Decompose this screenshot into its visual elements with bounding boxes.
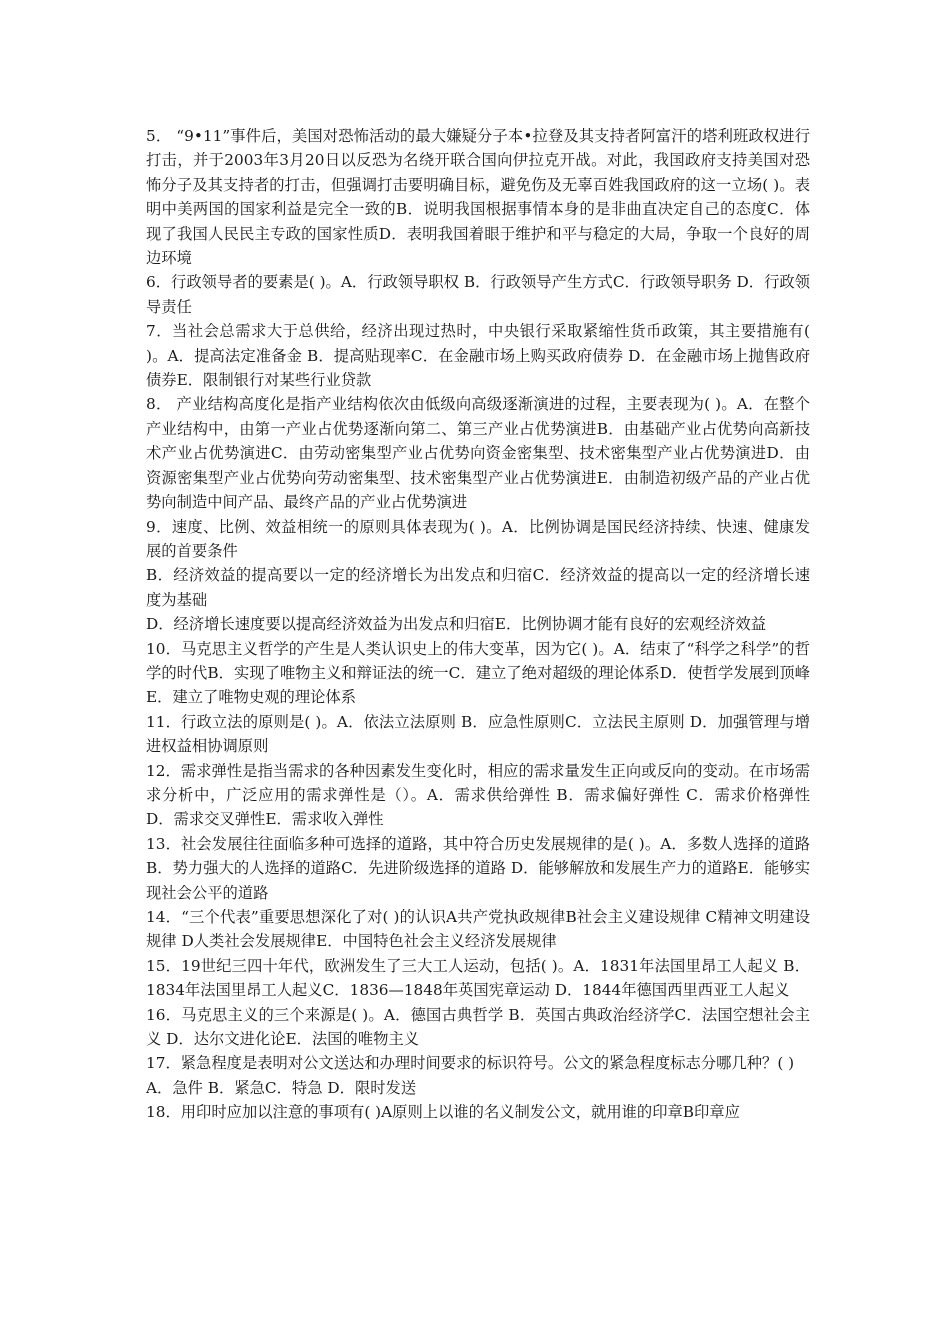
question-17-options: A．急件 B．紧急C．特急 D．限时发送	[146, 1078, 417, 1097]
question-7: 7．当社会总需求大于总供给，经济出现过热时，中央银行采取紧缩性货币政策，其主要措施有( )。A．提高法定准备金 B．提高贴现率C．在金融市场上购买政府债券 D．在金融市场上抛售政府债券E．限制银行对某些行业贷款	[146, 322, 810, 390]
question-9-options-d-e: D．经济增长速度要以提高经济效益为出发点和归宿E．比例协调才能有良好的宏观经济效益	[146, 615, 767, 634]
question-8: 8． 产业结构高度化是指产业结构依次由低级向高级逐渐演进的过程，主要表现为( )。A．在整个产业结构中，由第一产业占优势逐渐向第二、第三产业占优势演进B．由基础产业占优势向高新技术产业占优势演进C．由劳动密集型产业占优势向资金密集型、技术密集型产业占优势演进D．由资源密集型产业占优势向劳动密集型、技术密集型产业占优势演进E．由制造初级产品的产业占优势向制造中间产品、最终产品的产业占优势演进	[146, 395, 810, 512]
question-14: 14．“三个代表”重要思想深化了对( )的认识A共产党执政规律B社会主义建设规律 C精神文明建设规律 D人类社会发展规律E．中国特色社会主义经济发展规律	[146, 908, 810, 951]
question-13: 13．社会发展往往面临多种可选择的道路，其中符合历史发展规律的是( )。A．多数人选择的道路 B．势力强大的人选择的道路C．先进阶级选择的道路 D．能够解放和发展生产力的道路E．能够实现社会公平的道路	[146, 834, 810, 902]
question-12: 12．需求弹性是指当需求的各种因素发生变化时，相应的需求量发生正向或反向的变动。在市场需求分析中，广泛应用的需求弹性是（）。A．需求供给弹性 B．需求偏好弹性 C．需求价格弹性 D．需求交叉弹性E．需求收入弹性	[146, 761, 810, 829]
question-16: 16．马克思主义的三个来源是( )。A．德国古典哲学 B．英国古典政治经济学C．法国空想社会主义 D．达尔文进化论E．法国的唯物主义	[146, 1005, 810, 1049]
question-9: 9．速度、比例、效益相统一的原则具体表现为( )。A．比例协调是国民经济持续、快速、健康发展的首要条件	[146, 517, 810, 560]
question-5: 5． “9•11”事件后，美国对恐怖活动的最大嫌疑分子本•拉登及其支持者阿富汗的塔利班政权进行打击，并于2003年3月20日以反恐为名绕开联合国向伊拉克开战。对此，我国政府支持美国对恐怖分子及其支持者的打击，但强调打击要明确目标，避免伤及无辜百姓我国政府的这一立场( )。表明中美两国的国家利益是完全一致的B．说明我国根据事情本身的是非曲直决定自己的态度C．体现了我国人民民主专政的国家性质D．表明我国着眼于维护和平与稳定的大局，争取一个良好的周边环境	[146, 127, 810, 268]
question-6: 6．行政领导者的要素是( )。A．行政领导职权 B．行政领导产生方式C．行政领导职务 D．行政领导责任	[146, 273, 810, 316]
question-15: 15．19世纪三四十年代，欧洲发生了三大工人运动，包括( )。A．1831年法国里昂工人起义 B．1834年法国里昂工人起义C．1836—1848年英国宪章运动 D．1844年德国西里西亚工人起义	[146, 956, 810, 1000]
question-10: 10．马克思主义哲学的产生是人类认识史上的伟大变革，因为它( )。A．结束了“科学之科学”的哲学的时代B．实现了唯物主义和辩证法的统一C．建立了绝对超级的理论体系D．使哲学发展到顶峰E．建立了唯物史观的理论体系	[146, 639, 810, 707]
document-body	[146, 124, 810, 1125]
question-9-options-b-c: B．经济效益的提高要以一定的经济增长为出发点和归宿C．经济效益的提高以一定的经济增长速度为基础	[146, 566, 810, 609]
question-18: 18．用印时应加以注意的事项有( )A原则上以谁的名义制发公文，就用谁的印章B印章应	[146, 1103, 740, 1122]
question-17: 17．紧急程度是表明对公文送达和办理时间要求的标识符号。公文的紧急程度标志分哪几种？( )	[146, 1054, 795, 1073]
question-11: 11．行政立法的原则是( )。A．依法立法原则 B．应急性原则C．立法民主原则 D．加强管理与增进权益相协调原则	[146, 712, 810, 756]
